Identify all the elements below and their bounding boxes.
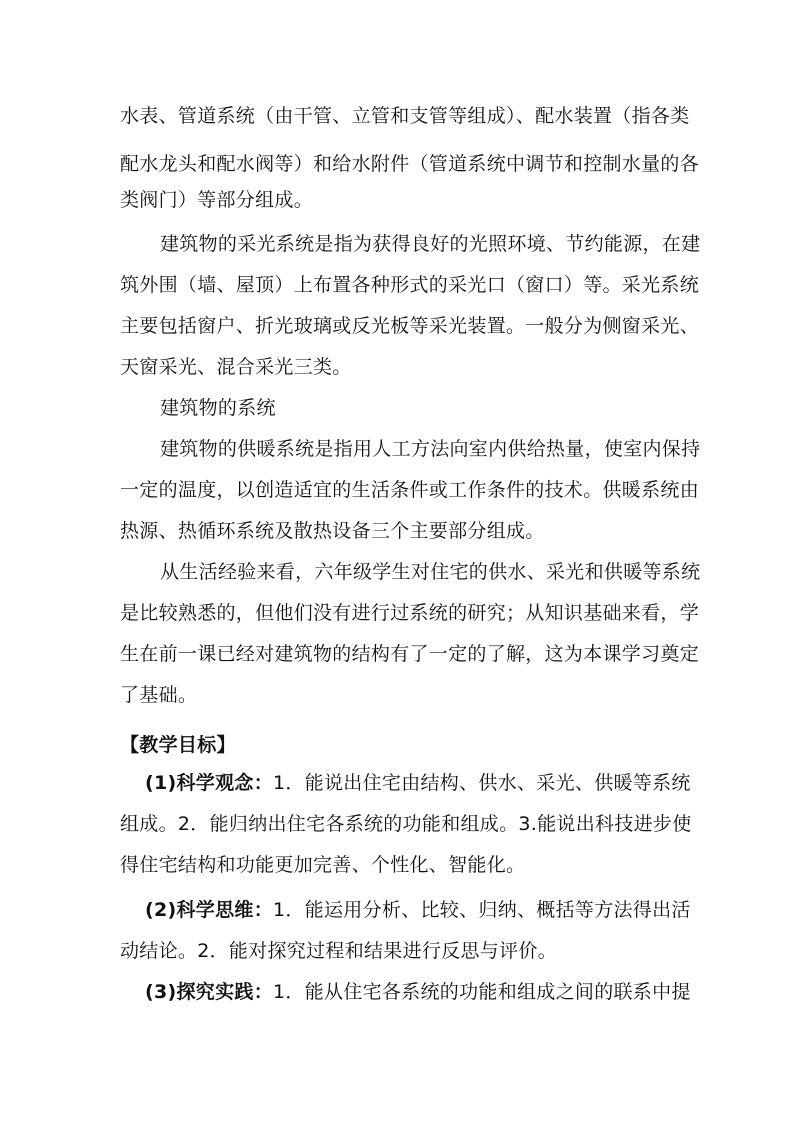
p5-line1: 从生活经验来看，六年级学生对住宅的供水、采光和供暖等系统 [160, 561, 701, 583]
p1-line3: 类阀门）等部分组成。 [120, 189, 314, 211]
p2-line2: 筑外围（墙、屋顶）上布置各种形式的采光口（窗口）等。采光系统 [120, 274, 700, 296]
p5-line3: 生在前一课已经对建筑物的结构有了一定的了解，这为本课学习奠定 [120, 643, 700, 665]
section-heading: 【教学目标】 [120, 734, 236, 756]
p4-line3: 热源、热循环系统及散热设备三个主要部分组成。 [120, 520, 545, 542]
goal1-line1: (1)科学观念：1．能说出住宅由结构、供水、采光、供暖等系统 [145, 772, 691, 794]
goal1-line3: 得住宅结构和功能更加完善、个性化、智能化。 [120, 854, 526, 876]
goal2-line2: 动结论。2．能对探究过程和结果进行反思与评价。 [120, 940, 557, 962]
p4-line1: 建筑物的供暖系统是指用人工方法向室内供给热量，使室内保持 [160, 438, 701, 460]
goal2-line1: (2)科学思维：1．能运用分析、比较、归纳、概括等方法得出活 [145, 899, 691, 921]
goal2-label: (2)科学思维： [145, 899, 273, 921]
p2-line3: 主要包括窗户、折光玻璃或反光板等采光装置。一般分为侧窗采光、 [120, 315, 700, 337]
p5-line2: 是比较熟悉的，但他们没有进行过系统的研究；从知识基础来看，学 [120, 602, 700, 624]
goal1-label: (1)科学观念： [145, 772, 273, 794]
p2-line1: 建筑物的采光系统是指为获得良好的光照环境、节约能源，在建 [160, 233, 701, 255]
goal1-line2: 组成。2．能归纳出住宅各系统的功能和组成。3.能说出科技进步使 [120, 813, 692, 835]
goal3-label: (3)探究实践： [145, 981, 273, 1003]
p1-line1: 水表、管道系统（由干管、立管和支管等组成）、配水装置（指各类 [120, 105, 690, 127]
p3-line1: 建筑物的系统 [160, 397, 276, 419]
p2-line4: 天窗采光、混合采光三类。 [120, 356, 352, 378]
goal3-line1: (3)探究实践：1．能从住宅各系统的功能和组成之间的联系中提 [145, 981, 691, 1003]
p1-line2: 配水龙头和配水阀等）和给水附件（管道系统中调节和控制水量的各 [120, 153, 700, 175]
p4-line2: 一定的温度，以创造适宜的生活条件或工作条件的技术。供暖系统由 [120, 479, 700, 501]
p5-line4: 了基础。 [120, 684, 198, 706]
